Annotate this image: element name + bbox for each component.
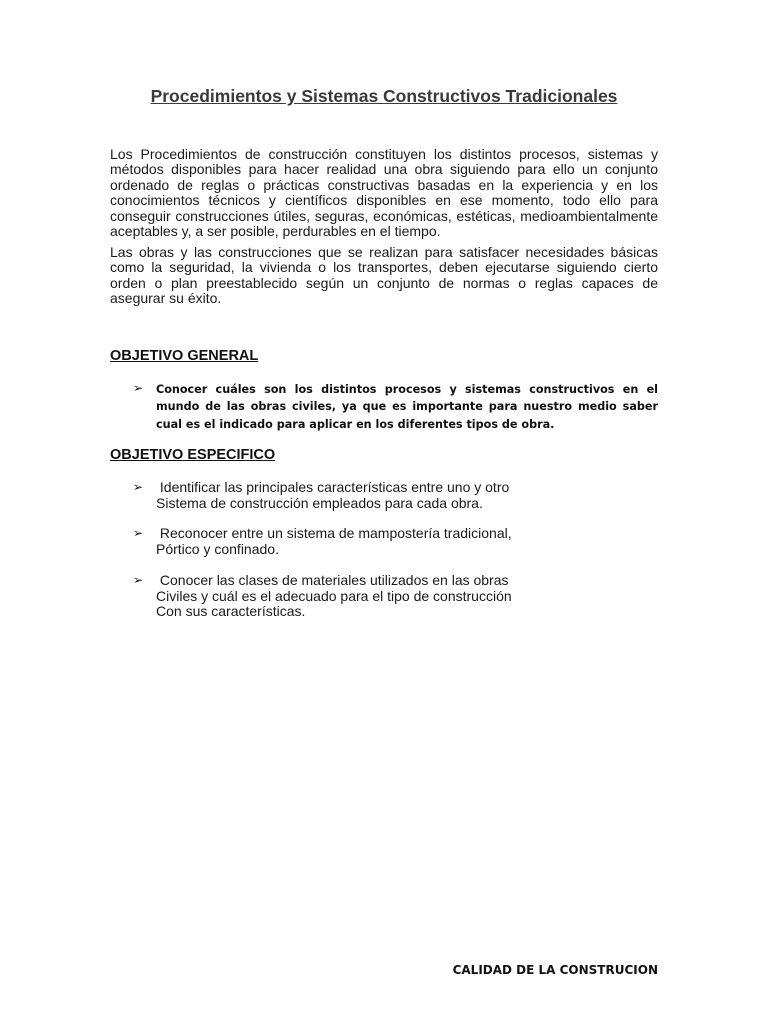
arrow-bullet-icon: ➢ bbox=[133, 573, 144, 587]
intro-paragraph-2: Las obras y las construcciones que se realizan para satisfacer necesidades básicas como la seguridad, la vivienda o los transportes, deben ejecutarse siguiendo cierto orden o plan preestablecido según un conjunto de normas o reglas capaces de asegurar su éxito. bbox=[110, 244, 658, 307]
objetivo-general-item: Conocer cuáles son los distintos procesos y sistemas constructivos en el mundo de las obras civiles, ya que es importante para nuestro medio saber cual es el indicado para aplicar en los diferentes tipos de obra. bbox=[156, 383, 658, 431]
objetivo-especifico-heading: OBJETIVO ESPECIFICO bbox=[110, 447, 276, 463]
objetivo-general-heading: OBJETIVO GENERAL bbox=[110, 348, 259, 364]
objetivo-especifico-item-3: Conocer las clases de materiales utilizados en las obras Civiles y cuál es el adecuado para el tipo de construcción Con sus características. bbox=[156, 572, 512, 619]
arrow-bullet-icon: ➢ bbox=[133, 480, 144, 494]
arrow-bullet-icon: ➢ bbox=[133, 526, 144, 540]
intro-paragraph-1: Los Procedimientos de construcción constituyen los distintos procesos, sistemas y métodos disponibles para hacer realidad una obra siguiendo para ello un conjunto ordenado de reglas o prácticas constructivas basadas en la experiencia y en los conocimientos técnicos y científicos disponibles en ese momento, todo ello para conseguir construcciones útiles, seguras, económicas, estéticas, medioambientalmente aceptables y, a ser posible, perdurables en el tiempo. bbox=[110, 146, 658, 240]
objetivo-especifico-item-1: Identificar las principales características entre uno y otro Sistema de construcción empleados para cada obra. bbox=[156, 479, 510, 511]
document-title: Procedimientos y Sistemas Constructivos Tradicionales bbox=[150, 86, 618, 106]
objetivo-especifico-item-2: Reconocer entre un sistema de mampostería tradicional, Pórtico y confinado. bbox=[156, 525, 512, 557]
arrow-bullet-icon: ➢ bbox=[133, 381, 144, 395]
page-footer: CALIDAD DE LA CONSTRUCION bbox=[452, 963, 658, 977]
